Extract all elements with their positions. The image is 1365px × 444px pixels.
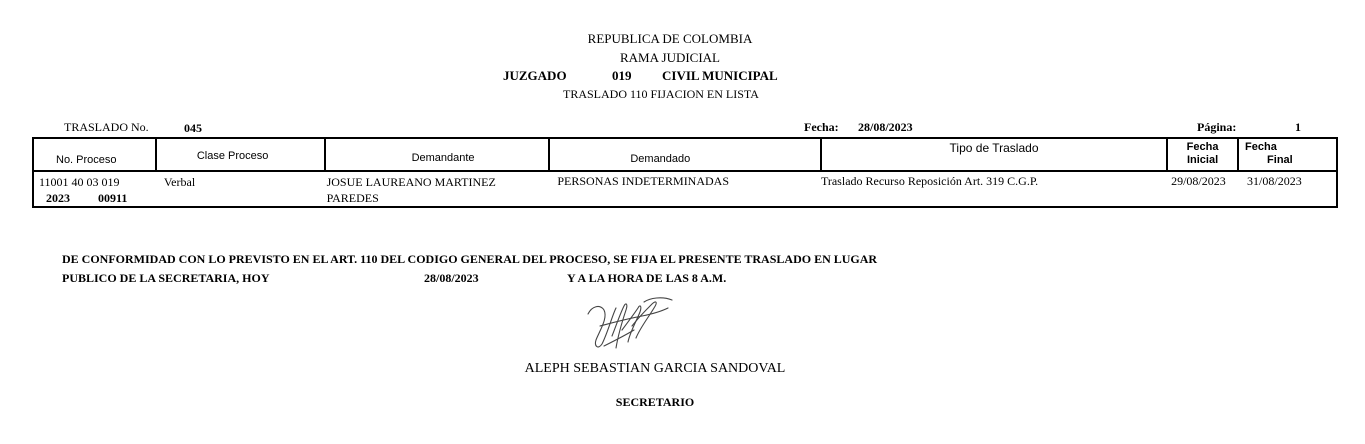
proceso-year: 2023	[46, 191, 70, 205]
header-clase-proceso-text: Clase Proceso	[196, 150, 269, 162]
header-juzgado-type: CIVIL MUNICIPAL	[662, 68, 778, 83]
proceso-number: 00911	[98, 191, 128, 205]
signer-name: ALEPH SEBASTIAN GARCIA SANDOVAL	[524, 361, 786, 376]
traslado-table	[32, 137, 1338, 208]
proceso-line2	[34, 190, 156, 206]
fecha-inicial-text: 29/08/2023	[1171, 174, 1226, 188]
traslado-number: 045	[184, 121, 202, 135]
header-fecha-final	[1238, 138, 1337, 171]
demandado-text: PERSONAS INDETERMINADAS	[557, 174, 730, 188]
demandante-line1: JOSUE LAUREANO MARTINEZ	[326, 175, 496, 189]
table-header-row	[33, 138, 1337, 171]
traslado-label: TRASLADO No.	[64, 120, 149, 134]
header-demandado-text: Demandado	[630, 153, 691, 165]
header-tipo-traslado	[821, 138, 1167, 171]
header-demandante-text: Demandante	[411, 152, 475, 164]
cell-no-proceso	[33, 171, 156, 207]
cell-demandante	[325, 171, 550, 207]
publico-date: 28/08/2023	[424, 271, 479, 285]
header-demandado	[549, 138, 821, 171]
header-juzgado-label: JUZGADO	[503, 68, 567, 83]
fecha-value: 28/08/2023	[858, 120, 913, 134]
publico-text: PUBLICO DE LA SECRETARIA, HOY	[62, 271, 270, 285]
header-fecha-inicial	[1167, 138, 1238, 171]
signer-role: SECRETARIO	[615, 395, 695, 409]
table-row	[33, 171, 1337, 207]
fecha-final-text: 31/08/2023	[1247, 174, 1302, 188]
header-tipo-traslado-text: Tipo de Traslado	[949, 141, 1039, 155]
header-traslado-title: TRASLADO 110 FIJACION EN LISTA	[563, 87, 759, 101]
cell-demandado	[549, 171, 821, 207]
header-rama-judicial: RAMA JUDICIAL	[619, 50, 721, 65]
tipo-traslado-text: Traslado Recurso Reposición Art. 319 C.G.P.	[820, 174, 1039, 188]
header-republica: REPUBLICA DE COLOMBIA	[587, 31, 753, 46]
header-fecha-final-line1: Fecha	[1245, 141, 1277, 153]
header-no-proceso	[33, 138, 156, 171]
proceso-line1: 11001 40 03 019	[39, 175, 120, 189]
pagina-value: 1	[1295, 120, 1301, 134]
header-demandante	[325, 138, 550, 171]
pagina-label: Página:	[1197, 120, 1237, 134]
signature-image	[582, 296, 678, 358]
header-fecha-inicial-line1: Fecha	[1186, 141, 1219, 153]
cell-fecha-final	[1238, 171, 1337, 207]
cell-clase	[156, 171, 325, 207]
header-fecha-final-line2: Final	[1267, 154, 1293, 166]
header-clase-proceso	[156, 138, 325, 171]
cell-tipo-traslado	[821, 171, 1167, 207]
conformidad-text: DE CONFORMIDAD CON LO PREVISTO EN EL ART. 110 DEL CODIGO GENERAL DEL PROCESO, SE FIJA EL PRESENTE TRASLADO EN LUGAR	[62, 252, 878, 266]
clase-text: Verbal	[163, 175, 196, 189]
header-juzgado-number: 019	[612, 68, 632, 83]
fecha-label: Fecha:	[804, 120, 839, 134]
header-no-proceso-text: No. Proceso	[56, 154, 117, 166]
publico-hora: Y A LA HORA DE LAS 8 A.M.	[567, 271, 727, 285]
cell-fecha-inicial	[1167, 171, 1238, 207]
header-fecha-inicial-line2: Inicial	[1186, 154, 1219, 166]
demandante-line2: PAREDES	[326, 191, 379, 205]
